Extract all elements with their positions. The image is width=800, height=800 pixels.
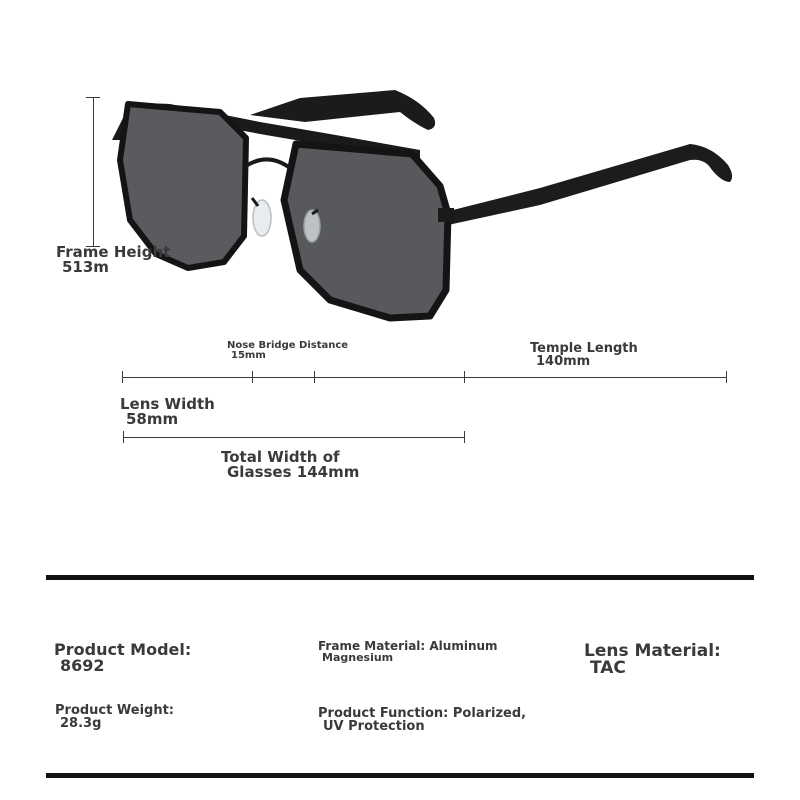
frame-height-label: Frame Height 513m [56,243,171,276]
dimension-line-main [122,377,727,378]
hinge [438,208,454,222]
total-width-label: Total Width of Glasses 144mm [221,448,360,481]
nose-pad-right [304,210,320,242]
nose-bridge [246,159,290,168]
dimension-line-total [123,437,465,438]
divider-top [46,575,754,580]
tick-total-start [123,431,124,443]
far-temple-arm [250,90,435,130]
tick-bridge-end [314,371,315,383]
nose-bridge-label: Nose Bridge Distance 15mm [227,340,349,361]
spec-product-weight: Product Weight: 28.3g [55,703,174,731]
frame-height-cap-top [86,97,100,98]
spec-lens-material: Lens Material: TAC [584,641,721,678]
lens-width-label: Lens Width 58mm [120,395,215,428]
tick-bridge-start [252,371,253,383]
tick-temple-start [464,371,465,383]
divider-bottom [46,773,754,778]
spec-frame-material: Frame Material: Aluminum Magnesium [318,639,498,664]
tick-total-end [464,431,465,443]
sunglasses-image [0,0,800,340]
tick-temple-end [726,371,727,383]
spec-product-function: Product Function: Polarized, UV Protection [318,706,527,734]
near-temple-arm [445,144,732,225]
frame-height-line [93,97,94,247]
temple-length-label: Temple Length 140mm [530,341,638,369]
tick-lens-start [122,371,123,383]
spec-product-model: Product Model: 8692 [54,640,192,675]
